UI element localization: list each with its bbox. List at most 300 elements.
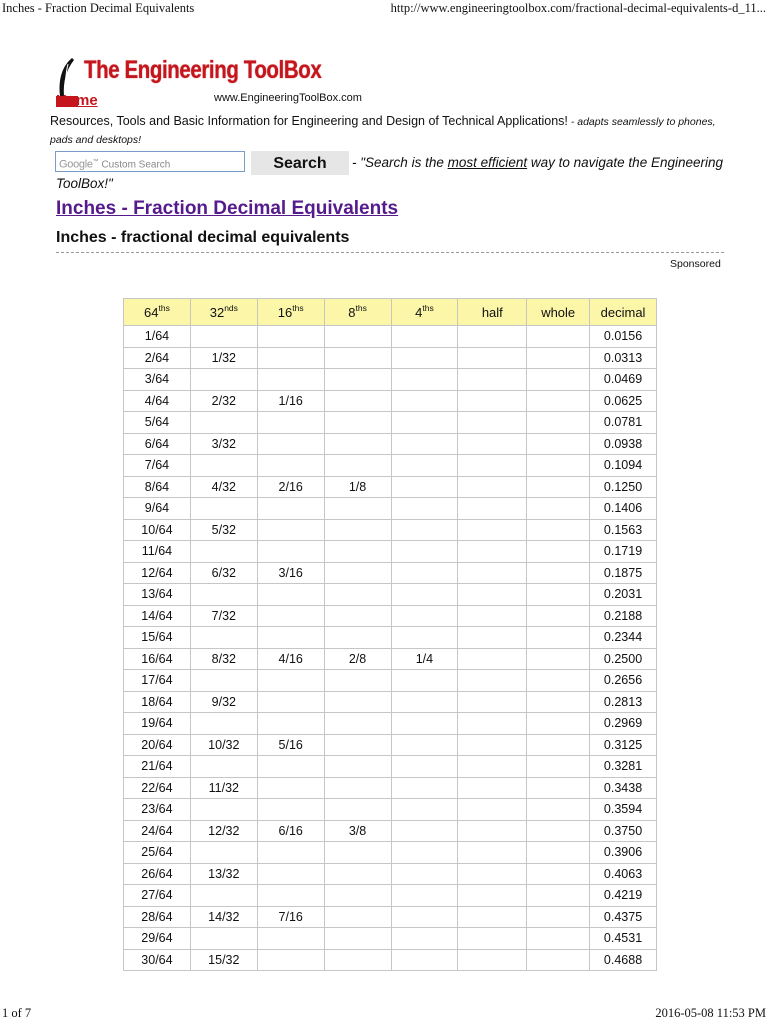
table-cell: 10/64	[124, 519, 191, 541]
table-cell	[324, 605, 391, 627]
table-cell	[527, 412, 590, 434]
column-header	[190, 299, 257, 326]
table-cell	[257, 498, 324, 520]
table-cell	[257, 691, 324, 713]
table-cell	[391, 670, 458, 692]
table-cell: 23/64	[124, 799, 191, 821]
table-row	[124, 476, 657, 498]
table-cell	[458, 713, 527, 735]
table-cell	[391, 885, 458, 907]
table-cell	[527, 648, 590, 670]
table-row	[124, 455, 657, 477]
table-cell: 19/64	[124, 713, 191, 735]
column-header-suffix: ths	[158, 302, 170, 313]
table-cell	[324, 863, 391, 885]
table-cell: 4/16	[257, 648, 324, 670]
table-cell	[391, 949, 458, 971]
table-row	[124, 541, 657, 563]
table-row	[124, 756, 657, 778]
table-cell: 3/16	[257, 562, 324, 584]
table-cell	[527, 885, 590, 907]
page-title-link[interactable]: Inches - Fraction Decimal Equivalents	[56, 198, 399, 219]
table-cell	[458, 605, 527, 627]
column-header	[257, 299, 324, 326]
table-cell: 0.2188	[590, 605, 657, 627]
table-cell	[458, 433, 527, 455]
table-cell	[324, 498, 391, 520]
table-cell	[527, 347, 590, 369]
table-row	[124, 412, 657, 434]
table-cell: 0.4531	[590, 928, 657, 950]
table-cell: 8/32	[190, 648, 257, 670]
table-cell: 30/64	[124, 949, 191, 971]
table-cell	[257, 949, 324, 971]
table-cell	[324, 734, 391, 756]
table-cell	[527, 605, 590, 627]
table-cell: 2/64	[124, 347, 191, 369]
table-cell: 0.2656	[590, 670, 657, 692]
table-cell: 1/4	[391, 648, 458, 670]
table-cell	[257, 928, 324, 950]
column-header-label: half	[481, 304, 503, 320]
table-cell	[391, 734, 458, 756]
table-cell: 17/64	[124, 670, 191, 692]
table-cell: 1/8	[324, 476, 391, 498]
table-row	[124, 928, 657, 950]
table-cell	[527, 584, 590, 606]
table-cell	[458, 734, 527, 756]
table-cell	[527, 326, 590, 348]
table-row	[124, 369, 657, 391]
search-quote-link[interactable]: most efficient	[447, 155, 528, 170]
search-input[interactable]	[55, 151, 245, 172]
table-cell: 22/64	[124, 777, 191, 799]
table-cell	[257, 519, 324, 541]
table-cell	[324, 562, 391, 584]
table-row	[124, 713, 657, 735]
table-cell	[527, 713, 590, 735]
table-cell	[391, 519, 458, 541]
tagline-prefix: -	[567, 116, 578, 128]
table-cell	[257, 885, 324, 907]
table-cell	[324, 347, 391, 369]
table-cell: 29/64	[124, 928, 191, 950]
table-cell	[324, 369, 391, 391]
table-cell: 6/64	[124, 433, 191, 455]
sponsored-label: Sponsored	[670, 258, 721, 270]
table-cell	[458, 842, 527, 864]
table-cell	[458, 949, 527, 971]
table-cell	[458, 541, 527, 563]
table-row	[124, 498, 657, 520]
table-cell	[391, 691, 458, 713]
table-cell	[527, 476, 590, 498]
table-cell: 8/64	[124, 476, 191, 498]
table-cell: 2/8	[324, 648, 391, 670]
table-cell	[391, 347, 458, 369]
table-cell	[324, 756, 391, 778]
table-cell	[527, 390, 590, 412]
table-cell: 14/64	[124, 605, 191, 627]
table-cell: 16/64	[124, 648, 191, 670]
table-cell	[257, 713, 324, 735]
table-row	[124, 885, 657, 907]
table-cell: 12/32	[190, 820, 257, 842]
table-cell	[391, 584, 458, 606]
table-cell: 2/32	[190, 390, 257, 412]
table-cell: 0.2344	[590, 627, 657, 649]
table-cell	[391, 412, 458, 434]
table-cell	[324, 455, 391, 477]
table-row	[124, 584, 657, 606]
table-cell: 0.0781	[590, 412, 657, 434]
table-cell: 0.1875	[590, 562, 657, 584]
table-cell: 4/32	[190, 476, 257, 498]
table-cell: 13/32	[190, 863, 257, 885]
table-cell	[391, 369, 458, 391]
table-cell	[324, 519, 391, 541]
table-cell	[458, 928, 527, 950]
table-cell: 0.4219	[590, 885, 657, 907]
table-cell	[458, 498, 527, 520]
table-row	[124, 863, 657, 885]
column-header-label: 4	[415, 304, 423, 320]
table-cell	[257, 670, 324, 692]
column-header-label: 64	[144, 304, 159, 320]
tagline-small: adapts seamlessly to phones, pads and desktops!	[50, 116, 716, 146]
table-cell	[527, 863, 590, 885]
table-cell	[527, 949, 590, 971]
table-cell	[391, 562, 458, 584]
table-row	[124, 949, 657, 971]
print-page-number: 1 of 7	[2, 1006, 32, 1020]
table-cell	[190, 412, 257, 434]
table-row	[124, 691, 657, 713]
column-header-label: 32	[209, 304, 225, 320]
table-cell: 5/64	[124, 412, 191, 434]
divider	[56, 252, 724, 253]
table-cell	[458, 906, 527, 928]
column-header-suffix: ths	[292, 302, 304, 313]
table-row	[124, 627, 657, 649]
table-row	[124, 519, 657, 541]
table-cell: 0.2969	[590, 713, 657, 735]
tagline-main: Resources, Tools and Basic Information for Engineering and Design of Technical Applications!	[50, 114, 568, 128]
table-cell: 0.3281	[590, 756, 657, 778]
table-cell	[257, 863, 324, 885]
search-quote	[352, 155, 732, 170]
column-header-suffix: nds	[224, 302, 238, 313]
table-cell	[324, 928, 391, 950]
table-cell: 5/32	[190, 519, 257, 541]
table-cell: 6/32	[190, 562, 257, 584]
table-cell: 20/64	[124, 734, 191, 756]
table-cell: 3/64	[124, 369, 191, 391]
table-cell: 15/32	[190, 949, 257, 971]
table-cell: 0.4063	[590, 863, 657, 885]
table-cell	[190, 928, 257, 950]
table-row	[124, 734, 657, 756]
table-cell	[458, 562, 527, 584]
table-cell: 0.1563	[590, 519, 657, 541]
table-cell	[190, 455, 257, 477]
table-cell	[257, 326, 324, 348]
page-subtitle: Inches - fractional decimal equivalents	[56, 229, 350, 246]
table-cell	[391, 541, 458, 563]
table-cell	[324, 627, 391, 649]
table-cell: 0.3125	[590, 734, 657, 756]
google-brand: Google	[59, 158, 93, 171]
table-cell	[324, 906, 391, 928]
table-cell	[458, 777, 527, 799]
column-header	[124, 299, 191, 326]
table-cell	[527, 906, 590, 928]
column-header-label: 16	[277, 304, 293, 320]
table-cell	[324, 713, 391, 735]
table-cell	[527, 734, 590, 756]
table-cell	[527, 627, 590, 649]
google-tm: ™	[92, 159, 99, 165]
table-cell: 3/32	[190, 433, 257, 455]
table-cell: 4/64	[124, 390, 191, 412]
table-cell	[458, 648, 527, 670]
table-cell	[190, 799, 257, 821]
column-header-label: decimal	[600, 304, 646, 320]
table-cell	[190, 541, 257, 563]
table-cell	[257, 756, 324, 778]
table-cell	[324, 885, 391, 907]
table-cell: 0.0469	[590, 369, 657, 391]
table-cell	[527, 820, 590, 842]
table-cell	[324, 670, 391, 692]
table-cell	[458, 820, 527, 842]
table-cell: 1/32	[190, 347, 257, 369]
logo-brand-text: The Engineering ToolBox	[84, 56, 322, 84]
table-cell	[458, 412, 527, 434]
table-row	[124, 906, 657, 928]
table-cell: 11/32	[190, 777, 257, 799]
table-cell	[458, 390, 527, 412]
search-bar	[55, 151, 735, 195]
table-cell	[458, 756, 527, 778]
table-cell	[190, 842, 257, 864]
table-cell	[391, 863, 458, 885]
table-cell	[190, 670, 257, 692]
table-cell	[190, 627, 257, 649]
table-row	[124, 433, 657, 455]
table-cell	[391, 390, 458, 412]
table-cell	[190, 885, 257, 907]
table-cell: 18/64	[124, 691, 191, 713]
table-cell: 0.0313	[590, 347, 657, 369]
table-row	[124, 648, 657, 670]
table-cell	[257, 627, 324, 649]
table-cell: 21/64	[124, 756, 191, 778]
table-row	[124, 326, 657, 348]
column-header-label: whole	[541, 304, 576, 320]
table-cell	[257, 584, 324, 606]
table-cell	[527, 928, 590, 950]
table-cell	[190, 498, 257, 520]
column-header-label: 8	[348, 304, 356, 320]
fraction-table	[123, 298, 657, 971]
table-cell: 0.1719	[590, 541, 657, 563]
table-cell: 0.1094	[590, 455, 657, 477]
table-cell: 0.4375	[590, 906, 657, 928]
table-row	[124, 347, 657, 369]
table-cell	[257, 412, 324, 434]
search-placeholder: Custom Search	[101, 159, 171, 171]
table-cell	[391, 799, 458, 821]
table-cell	[324, 799, 391, 821]
column-header-suffix: ths	[422, 302, 434, 313]
table-cell	[458, 519, 527, 541]
print-footer	[0, 1004, 768, 1024]
table-header-row	[124, 299, 657, 326]
table-cell	[257, 799, 324, 821]
table-cell	[458, 455, 527, 477]
table-cell: 6/16	[257, 820, 324, 842]
table-cell	[257, 347, 324, 369]
table-cell	[190, 756, 257, 778]
table-cell: 0.1406	[590, 498, 657, 520]
table-cell: 1/64	[124, 326, 191, 348]
table-row	[124, 842, 657, 864]
site-logo[interactable]	[54, 52, 394, 112]
table-cell	[324, 842, 391, 864]
table-cell: 27/64	[124, 885, 191, 907]
column-header-suffix: ths	[355, 302, 367, 313]
table-cell	[391, 842, 458, 864]
print-header	[0, 0, 768, 20]
table-cell	[527, 756, 590, 778]
table-cell: 7/16	[257, 906, 324, 928]
table-cell	[527, 433, 590, 455]
table-row	[124, 820, 657, 842]
column-header	[590, 299, 657, 326]
table-row	[124, 670, 657, 692]
table-cell: 0.0625	[590, 390, 657, 412]
table-cell	[458, 627, 527, 649]
table-cell	[527, 498, 590, 520]
table-cell	[458, 670, 527, 692]
table-cell	[458, 326, 527, 348]
table-cell	[257, 455, 324, 477]
table-cell: 0.1250	[590, 476, 657, 498]
column-header	[458, 299, 527, 326]
column-header	[527, 299, 590, 326]
table-cell	[324, 326, 391, 348]
table-cell	[391, 433, 458, 455]
table-cell	[527, 455, 590, 477]
table-cell	[257, 842, 324, 864]
table-cell: 0.3438	[590, 777, 657, 799]
table-cell	[324, 412, 391, 434]
table-cell	[527, 369, 590, 391]
table-cell	[324, 777, 391, 799]
table-cell: 3/8	[324, 820, 391, 842]
table-row	[124, 799, 657, 821]
table-cell: 26/64	[124, 863, 191, 885]
table-cell	[324, 584, 391, 606]
table-row	[124, 777, 657, 799]
table-cell	[458, 863, 527, 885]
table-cell	[391, 756, 458, 778]
table-cell	[458, 476, 527, 498]
table-cell: 0.3750	[590, 820, 657, 842]
print-datetime: 2016-05-08 11:53 PM	[655, 1006, 766, 1020]
table-cell	[527, 541, 590, 563]
table-cell: 0.2813	[590, 691, 657, 713]
table-cell	[527, 842, 590, 864]
table-cell	[257, 605, 324, 627]
table-cell	[391, 326, 458, 348]
table-cell	[391, 906, 458, 928]
search-quote-suffix: way to navigate the Engineering	[527, 155, 724, 170]
table-cell	[324, 541, 391, 563]
table-cell: 0.4688	[590, 949, 657, 971]
table-cell: 15/64	[124, 627, 191, 649]
table-cell	[391, 498, 458, 520]
table-cell: 0.2031	[590, 584, 657, 606]
table-cell: 25/64	[124, 842, 191, 864]
table-cell	[527, 562, 590, 584]
table-cell	[190, 326, 257, 348]
search-quote-prefix: - "Search is the	[352, 155, 448, 170]
table-cell: 0.3594	[590, 799, 657, 821]
table-cell	[257, 777, 324, 799]
table-row	[124, 605, 657, 627]
table-cell: 0.0156	[590, 326, 657, 348]
table-cell: 0.0938	[590, 433, 657, 455]
table-cell	[324, 949, 391, 971]
print-page-url: http://www.engineeringtoolbox.com/fractional-decimal-equivalents-d_11...	[390, 1, 766, 15]
table-cell: 9/32	[190, 691, 257, 713]
table-cell	[527, 519, 590, 541]
table-cell	[190, 369, 257, 391]
table-cell: 9/64	[124, 498, 191, 520]
search-quote-line2: ToolBox!"	[56, 176, 113, 191]
table-cell	[391, 928, 458, 950]
table-cell: 24/64	[124, 820, 191, 842]
table-cell: 2/16	[257, 476, 324, 498]
table-cell: 0.2500	[590, 648, 657, 670]
table-row	[124, 562, 657, 584]
column-header	[324, 299, 391, 326]
table-cell: 13/64	[124, 584, 191, 606]
table-cell: 10/32	[190, 734, 257, 756]
logo-site-url: www.EngineeringToolBox.com	[214, 92, 362, 104]
table-row	[124, 390, 657, 412]
table-cell: 28/64	[124, 906, 191, 928]
table-cell	[324, 691, 391, 713]
table-cell	[391, 605, 458, 627]
table-cell	[391, 627, 458, 649]
table-cell	[527, 799, 590, 821]
table-cell: 7/32	[190, 605, 257, 627]
table-cell	[527, 670, 590, 692]
table-cell: 11/64	[124, 541, 191, 563]
home-link[interactable]: Home	[56, 92, 98, 109]
table-cell	[190, 713, 257, 735]
table-cell	[190, 584, 257, 606]
table-cell	[324, 390, 391, 412]
site-tagline	[50, 113, 730, 149]
search-button[interactable]: Search	[251, 151, 349, 175]
table-cell	[324, 433, 391, 455]
table-cell	[458, 584, 527, 606]
table-cell	[391, 820, 458, 842]
